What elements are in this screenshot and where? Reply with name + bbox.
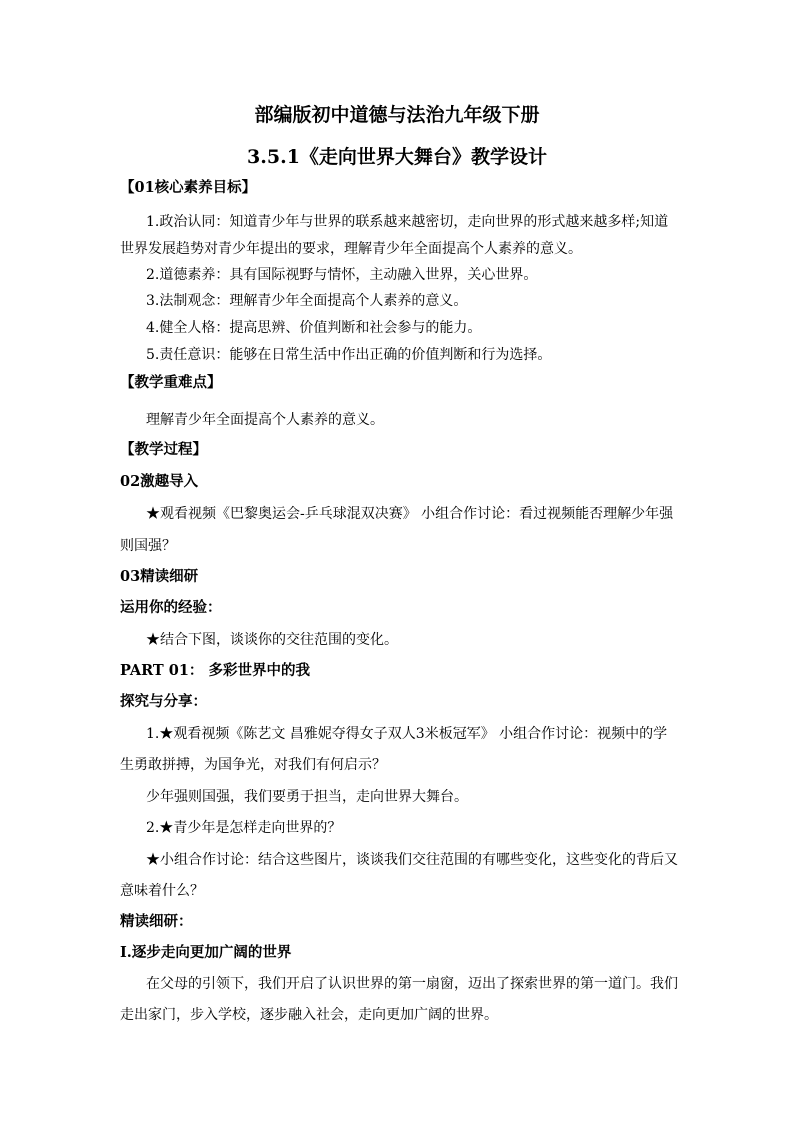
point-1-line-1: 在父母的引领下，我们开启了认识世界的第一扇窗，迈出了探索世界的第一道门。我们	[146, 976, 678, 992]
subheading-close-reading-2: 精读细研：	[120, 913, 193, 930]
share-2: 2.★青少年是怎样走向世界的？	[146, 820, 342, 836]
goal-1-line-1: 1.政治认同：知道青少年与世界的联系越来越密切，走向世界的形式越来越多样;知道	[146, 214, 669, 230]
goal-3: 3.法制观念：理解青少年全面提高个人素养的意义。	[146, 293, 468, 309]
goal-1-line-2: 世界发展趋势对青少年提出的要求，理解青少年全面提高个人素养的意义。	[120, 241, 582, 257]
section-heading-key-points: 【教学重难点】	[120, 374, 222, 391]
subheading-close-reading: 03精读细研	[120, 568, 199, 585]
share-1-line-2: 生勇敢拼搏，为国争光，对我们有何启示？	[120, 757, 386, 773]
subheading-experience: 运用你的经验：	[120, 599, 222, 616]
document-title: 部编版初中道德与法治九年级下册	[254, 104, 540, 126]
section-heading-goals: 【01核心素养目标】	[120, 179, 257, 196]
share-1-line-1: 1.★观看视频《陈艺文 昌雅妮夺得女子双人3米板冠军》 小组合作讨论：视频中的学	[146, 726, 668, 742]
goal-5: 5.责任意识：能够在日常生活中作出正确的价值判断和行为选择。	[146, 347, 552, 363]
goal-2: 2.道德素养：具有国际视野与情怀，主动融入世界，关心世界。	[146, 267, 538, 283]
document-subtitle: 3.5.1《走向世界大舞台》教学设计	[247, 146, 547, 168]
section-heading-process: 【教学过程】	[120, 441, 207, 458]
goal-4: 4.健全人格：提高思辨、价值判断和社会参与的能力。	[146, 320, 482, 336]
experience-text: ★结合下图，谈谈你的交往范围的变化。	[146, 632, 398, 648]
point-1-line-2: 走出家门，步入学校，逐步融入社会，走向更加广阔的世界。	[120, 1007, 498, 1023]
subheading-intro: 02激趣导入	[120, 473, 199, 490]
share-3-line-2: 意味着什么？	[120, 883, 204, 899]
intro-line-1: ★观看视频《巴黎奥运会-乒乓球混双决赛》 小组合作讨论：看过视频能否理解少年强	[146, 506, 674, 522]
key-points-text: 理解青少年全面提高个人素养的意义。	[146, 412, 384, 428]
part-1-heading: PART 01： 多彩世界中的我	[120, 662, 310, 679]
intro-line-2: 则国强？	[120, 538, 176, 554]
share-3-line-1: ★小组合作讨论：结合这些图片，谈谈我们交往范围的有哪些变化，这些变化的背后又	[146, 852, 678, 868]
share-1-line-3: 少年强则国强，我们要勇于担当，走向世界大舞台。	[146, 789, 468, 805]
subheading-explore-share: 探究与分享：	[120, 693, 207, 710]
point-1-heading: Ⅰ.逐步走向更加广阔的世界	[120, 944, 292, 961]
